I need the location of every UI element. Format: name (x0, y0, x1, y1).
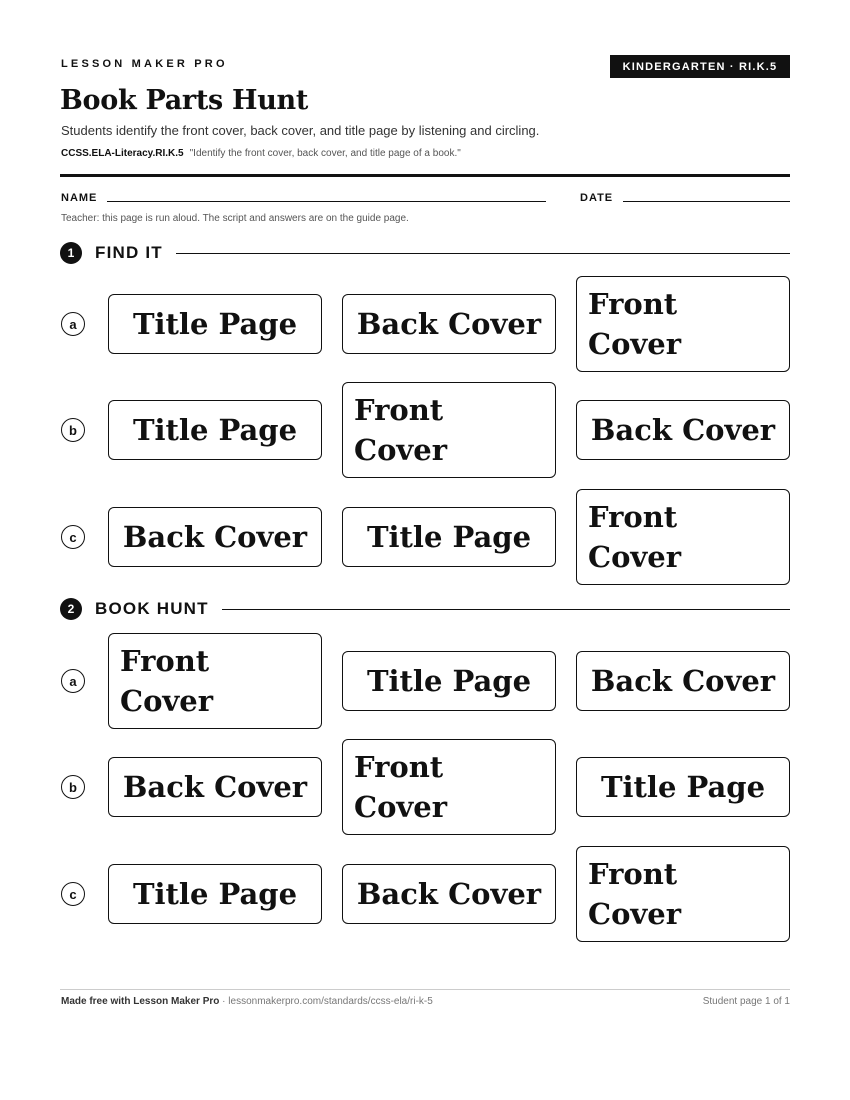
answer-option-label: Front Cover (354, 750, 448, 824)
question-row (60, 846, 790, 942)
grade-standard-badge: KINDERGARTEN · RI.K.5 (610, 55, 790, 78)
question-row (60, 489, 790, 585)
brand-name: LESSON MAKER PRO (61, 58, 228, 70)
footer-brand: Made free with Lesson Maker Pro (61, 996, 220, 1007)
answer-option-label: Front Cover (120, 644, 214, 718)
answer-option-card[interactable] (576, 846, 790, 942)
section-header-book-hunt (60, 598, 790, 620)
answer-option-card[interactable]: Back Cover (108, 757, 322, 817)
answer-option-label: Front Cover (354, 393, 448, 467)
standard-line (61, 148, 461, 159)
answer-option-card[interactable]: Title Page (108, 294, 322, 354)
answer-option-card[interactable]: Title Page (342, 651, 556, 711)
answer-option-card[interactable] (342, 382, 556, 478)
standard-code: CCSS.ELA-Literacy.RI.K.5 (61, 148, 184, 159)
row-letter-badge: c (61, 882, 85, 906)
question-row (60, 739, 790, 835)
footer-url-link[interactable]: lessonmakerpro.com/standards/ccss-ela/ri-k-5 (228, 996, 433, 1007)
footer-divider (60, 989, 790, 990)
answer-option-card[interactable] (342, 739, 556, 835)
worksheet-title: Book Parts Hunt (60, 85, 309, 116)
standard-quote: "Identify the front cover, back cover, and title page of a book." (189, 148, 461, 159)
section-rule (176, 253, 790, 254)
date-field-line[interactable] (623, 201, 790, 202)
section-number-badge: 2 (60, 598, 82, 620)
page-number: Student page 1 of 1 (702, 996, 790, 1007)
answer-option-label: Front Cover (588, 500, 682, 574)
question-row (60, 633, 790, 729)
row-letter-badge: a (61, 669, 85, 693)
answer-option-card[interactable] (576, 276, 790, 372)
teacher-note: Teacher: this page is run aloud. The script and answers are on the guide page. (61, 213, 409, 224)
section-title: FIND IT (95, 243, 163, 262)
row-letter-badge: c (61, 525, 85, 549)
answer-option-card[interactable]: Title Page (108, 400, 322, 460)
footer-credit (61, 996, 433, 1007)
header-divider (60, 174, 790, 177)
section-header-find-it (60, 242, 790, 264)
answer-option-card[interactable]: Title Page (342, 507, 556, 567)
name-label: NAME (61, 192, 98, 204)
answer-option-card[interactable]: Title Page (576, 757, 790, 817)
answer-option-card[interactable]: Back Cover (108, 507, 322, 567)
answer-option-card[interactable]: Back Cover (342, 294, 556, 354)
date-label: DATE (580, 192, 614, 204)
answer-option-label: Front Cover (588, 287, 682, 361)
section-title: BOOK HUNT (95, 599, 209, 618)
row-letter-badge: b (61, 775, 85, 799)
answer-option-label: Front Cover (588, 857, 682, 931)
answer-option-card[interactable]: Back Cover (342, 864, 556, 924)
answer-option-card[interactable]: Back Cover (576, 651, 790, 711)
worksheet-subtitle: Students identify the front cover, back cover, and title page by listening and circling. (61, 123, 540, 138)
answer-option-card[interactable] (576, 489, 790, 585)
row-letter-badge: b (61, 418, 85, 442)
row-letter-badge: a (61, 312, 85, 336)
question-row (60, 276, 790, 372)
section-number-badge: 1 (60, 242, 82, 264)
section-rule (222, 609, 790, 610)
footer-separator: · (219, 996, 229, 1007)
answer-option-card[interactable]: Title Page (108, 864, 322, 924)
name-field-line[interactable] (107, 201, 546, 202)
answer-option-card[interactable]: Back Cover (576, 400, 790, 460)
answer-option-card[interactable] (108, 633, 322, 729)
question-row (60, 382, 790, 478)
